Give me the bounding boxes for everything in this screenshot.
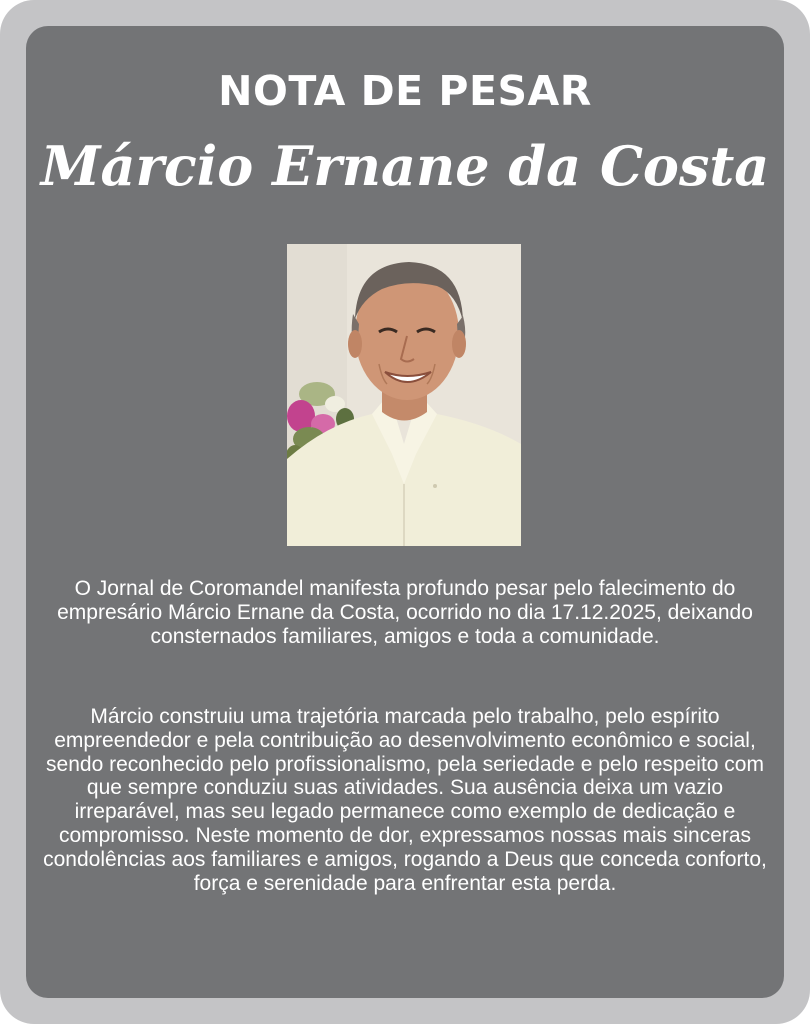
portrait-photo: [287, 244, 521, 546]
obituary-paragraph-1: O Jornal de Coromandel manifesta profundo pesar pelo falecimento do empresário Márcio Ernane da Costa, ocorrido no dia 17.12.2025, deixando consternados familiares, amigos e toda a comunidade.: [57, 577, 753, 648]
obituary-paragraph-2: Márcio construiu uma trajetória marcada pelo trabalho, pelo espírito empreendedor e pela contribuição ao desenvolvimento econômico e social, sendo reconhecido pelo profissionalismo, pela seriedade e pelo respeito com que sempre conduziu suas atividades. Sua ausência deixa um vazio irreparável, mas seu legado permanece como exemplo de dedicação e compromisso. Neste momento de dor, expressamos nossas mais sinceras condolências aos familiares e amigos, rogando a Deus que conceda conforto, força e serenidade para enfrentar esta perda.: [43, 705, 767, 895]
page-title: NOTA DE PESAR: [218, 67, 592, 115]
deceased-name: Márcio Ernane da Costa: [40, 134, 770, 198]
portrait-illustration: [287, 244, 521, 546]
